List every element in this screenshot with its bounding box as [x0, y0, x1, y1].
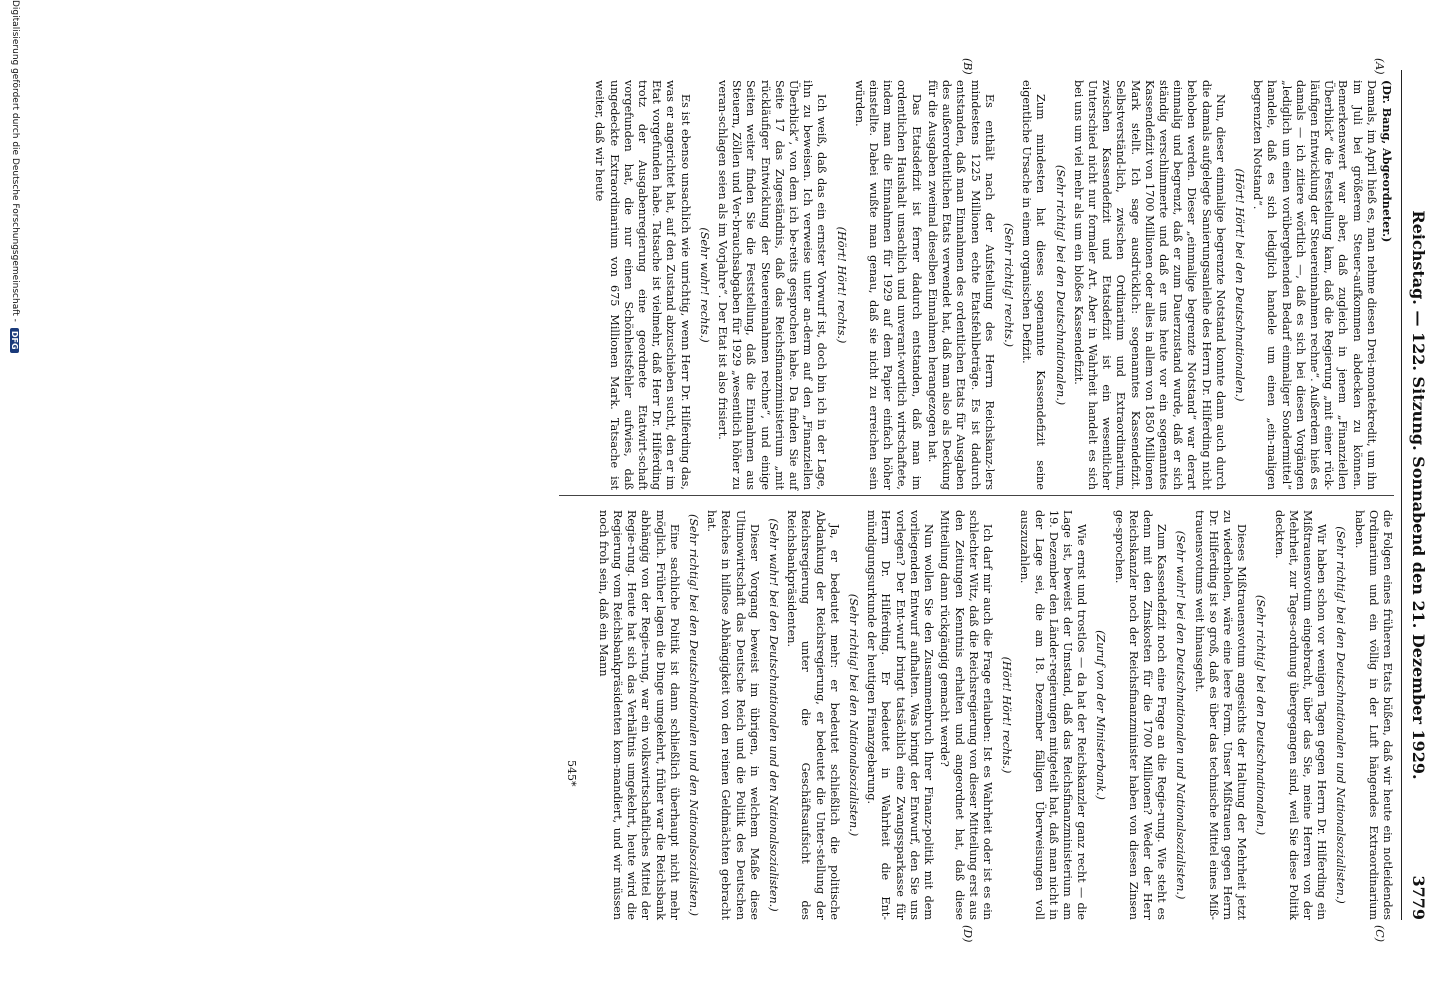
- dfg-logo: DFG: [11, 328, 20, 353]
- paragraph: Ich darf mir auch die Frage erlauben: Ist es Wahrheit oder ist es ein schlechter Witz, daß die Reichsregierung von dieser Mitteilung erst aus den Zeitungen Kenntnis erhalten und angeordnet hat, daß diese Mitteilung dann rückgängig gemacht werde?: [938, 510, 994, 920]
- margin-marker-d: (D): [961, 925, 974, 943]
- margin-marker-b: (B): [961, 58, 974, 75]
- sheet-number: 545*: [565, 760, 578, 787]
- header-rule: [1401, 70, 1402, 920]
- interjection: (Sehr wahr! bei den Deutschnationalen und den Nationalsozialisten.): [767, 518, 781, 912]
- margin-marker-c: (C): [1373, 925, 1386, 942]
- left-column: [590, 80, 1394, 490]
- interjection: (Hört! Hört! rechts.): [834, 226, 848, 344]
- interjection: (Sehr richtig! bei den Deutschnationalen und Nationalsozialisten.): [1334, 526, 1348, 904]
- interjection: (Sehr wahr! rechts.): [697, 227, 711, 343]
- column-divider: [559, 495, 1394, 496]
- interjection: (Sehr richtig! bei den Deutschnationalen.): [1254, 594, 1268, 836]
- paragraph: Wie ernst und trostlos — da hat der Reichskanzler ganz recht — die Lage ist, beweist der Umstand, daß das Reichsfinanzministerium am 19. Dezember den Länder-regierungen mitgeteilt hat, daß man nicht in der Lage sei, die am 18. Dezember fälligen Überweisungen voll auszuzahlen.: [1018, 510, 1089, 920]
- interjection: (Sehr richtig! bei den Deutschnationalen und den Nationalsozialisten.): [687, 513, 701, 917]
- page-number: 3779: [1409, 875, 1428, 920]
- speaker-label: (Dr. Bang, Abgeordneter.): [1380, 80, 1394, 243]
- interjection: (Sehr richtig! bei den Nationalsozialisten.): [847, 593, 861, 837]
- paragraph: Ja, er bedeutet mehr: er bedeutet schließlich die politische Abdankung der Reichsregierung, er bedeutet die Unter-stellung der Reichsregierung unter die Geschäftsaufsicht des Reichsbankpräsidenten.: [785, 510, 841, 920]
- paragraph: Dieses Mißtrauensvotum angesichts der Haltung der Mehrheit jetzt zu wiederholen, wäre eine leere Form. Unser Mißtrauen gegen Herrn Dr. Hilferding ist so groß, daß es über das technische Mittel eines Miß-trauensvotums weit hinausgeht.: [1192, 510, 1249, 920]
- interjection: (Hört! Hört! rechts.): [1000, 656, 1014, 774]
- digitization-footer: [10, 0, 20, 1000]
- paragraph: Nun wollen Sie den Zusammenbruch Ihrer Finanz-politik mit dem vorliegenden Entwurf aufhalten. Was bringt der Entwurf, den Sie uns vorlegen? Der Ent-wurf bringt tatsächlich eine Zwangssparkasse für Herrn Dr. Hilferding. Er bedeutet in Wahrheit die Ent-mündigungsurkunde der heutigen Finanzgebarung.: [865, 510, 936, 920]
- paragraph: Dieser Vorgang beweist im übrigen, in welchem Maße diese Ultimowirtschaft das Deutsche Reich und die Politik des Deutschen Reiches in hilflose Abhängigkeit von den reinen Geldmächten gebracht hat.: [705, 510, 761, 920]
- paragraph: Eine sachliche Politik ist dann schließlich überhaupt nicht mehr möglich. Früher lagen die Dinge umgekehrt, früher war die Reichsbank abhängig von der Regie-rung, war ein volkswirtschaftliches Mittel der Regie-rung. Heute hat sich das Verhältnis umgekehrt, heute wird die Regierung vom Reichsbankpräsidenten kom-mandiert, und wir müssen noch froh sein, daß ein Mann: [596, 510, 681, 920]
- paragraph: Das Etatsdefizit ist ferner dadurch entstanden, daß man im ordentlichen Haushalt unsachlich und unverant-wortlich wirtschaftete, indem man die Einnahmen für 1929 auf dem Papier einfach höher einstellte. Dabei wußte man genau, daß sie nicht zu erreichen sein würden.: [852, 80, 923, 490]
- margin-marker-a: (A): [1373, 58, 1386, 75]
- paragraph: Wir haben schon vor wenigen Tagen gegen Herrn Dr. Hilferding ein Mißtrauensvotum eingebracht, über das Sie, meine Herren von der Mehrheit, zur Tages-ordnung übergegangen sind, weil Sie diese Politik deckten.: [1272, 510, 1329, 920]
- paragraph: Zum mindesten hat dieses sogenannte Kassendefizit seine eigentliche Ursache in einem organischen Defizit.: [1020, 80, 1048, 490]
- right-column: [594, 510, 1394, 920]
- interjection: (Sehr richtig! rechts.): [1001, 222, 1015, 348]
- paragraph: Es enthält nach der Aufstellung des Herrn Reichskanz-lers mindestens 1225 Millionen echte Etatsfehlbeträge. Es ist dadurch entstanden, daß man Einnahmen des ordentlichen Etats für Ausgaben des außerordentlichen Etats verwendet hat, daß man also als Deckung für die Ausgaben zweimal dieselben Einnahmen herangezogen hat.: [925, 80, 996, 490]
- header-title: Reichstag. — 122. Sitzung. Sonnabend den 21. Dezember 1929.: [1409, 210, 1428, 780]
- interjection: (Hört! Hört! bei den Deutschnationalen.): [1232, 168, 1246, 402]
- paragraph: Ich weiß, daß das ein ernster Vorwurf ist, doch bin ich in der Lage, ihn zu beweisen. Ich verweise unter an-derm auf den „Finanziellen Überblick“, von dem ich be-reits gesprochen habe. Da finden Sie auf Seite 17 das Zugeständnis, daß das Reichsfinanzministerium „mit rückläufiger Entwicklung der Steuereinnahmen rechne“, und einige Seiten weiter finden Sie die Feststellung, daß die Einnahmen aus Steuern, Zöllen und Ver-brauchsabgaben für 1929 „wesentlich höher zu veran-schlagen seien als im Vorjahre“. Der Etat ist also frisiert.: [716, 80, 829, 490]
- interjection: (Sehr richtig! bei den Deutschnationalen.): [1053, 164, 1067, 406]
- paragraph: Zum Kassendefizit noch eine Frage an die Regie-rung. Wie steht es denn mit den Zinskosten für die 1700 Millionen? Weder der Herr Reichskanzler noch der Reichsfinanzminister haben von diesen Zinsen ge-sprochen.: [1112, 510, 1169, 920]
- footer-text: Digitalisierung gefördert durch die Deutsche Forschungsgemeinschaft -: [10, 0, 20, 322]
- paragraph: Nun, dieser einmalige begrenzte Notstand konnte dann auch durch die damals aufgelegte Sanierungsanleihe des Herrn Dr. Hilferding nicht behoben werden. Dieser „einmalige begrenzte Notstand“ war derart einmalig und begrenzt, daß er zum Dauerzustand wurde, daß er sich ständig verschlimmerte und daß er uns heute vor ein sogenanntes Kassendefizit von 1700 Millionen oder alles in allem von 1850 Millionen Mark stellt. Ich sage ausdrücklich: sogenanntes Kassendefizit. Selbstverständ-lich, zwischen Ordinarium und Extraordinarium, zwischen Kassendefizit und Etatsdefizit ist ein wesentlicher Unterschied nicht nur formaler Art. Aber in Wahrheit handelt es sich bei uns um viel mehr als um ein bloßes Kassendefizit.: [1071, 80, 1227, 490]
- paragraph: die Folgen eines früheren Etats büßen, daß wir heute ein notleidendes Ordinarium und ein völlig in der Luft hängendes Extraordinarium haben.: [1352, 510, 1394, 920]
- paragraph: Damals, im April hieß es, man nehme diesen Drei-monatekredit, um ihn im Juli bei größerem Steuer-aufkommen abdecken zu können. Bemerkenswert war aber, daß zugleich in jenem „Finanziellen Überblick“ die Feststellung kam, daß die Regierung „mit einer rück-läufigen Entwicklung der Steuereinnahmen rechne“. Außerdem hieß es damals — ich zitiere wörtlich —, daß es sich bei diesen Vorgängen „lediglich um einen vorübergehenden Bedarf einmaliger Sondermittel“ handele, daß es sich lediglich handele um einen „ein-maligen begrenzten Notstand“.: [1251, 80, 1378, 490]
- paragraph: Es ist ebenso unsachlich wie unrichtig, wenn Herr Dr. Hilferding das, was er angerichtet hat, auf den Zustand abzuschieben sucht, den er im Etat vorgefunden habe. Tatsache ist vielmehr, daß Herr Dr. Hilferding trotz der Ausgabenregierung eine geordnete Etatwirt-schaft vorgefunden hat, die nur einen Schönheitsfehler aufwies, daß ungedeckte Extraordinarium von 675 Millionen Mark. Tatsache ist weiter, daß wir heute: [593, 80, 692, 490]
- page-header: [1402, 70, 1430, 920]
- interjection: (Sehr wahr! bei den Deutschnationalen und Nationalsozialisten.): [1174, 530, 1188, 900]
- interjection: (Zuruf von der Ministerbank.): [1094, 630, 1108, 800]
